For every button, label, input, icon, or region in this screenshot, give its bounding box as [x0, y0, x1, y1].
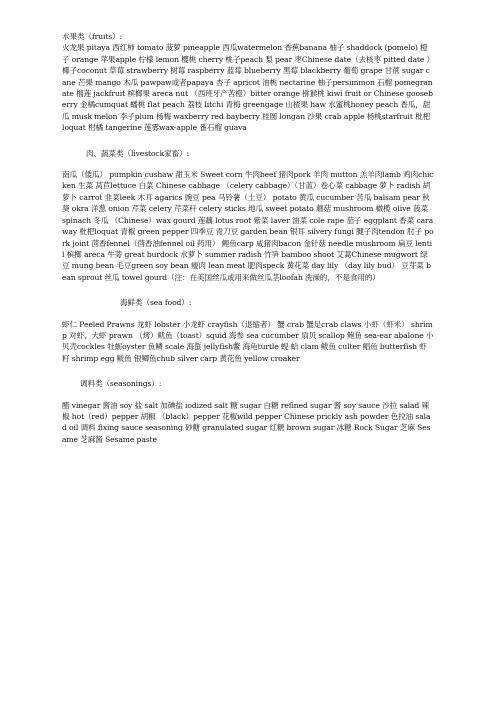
section-body-seafood: 虾仁 Peeled Prawns 龙虾 lobster 小龙虾 crayfish（退缩者） 蟹 crab 蟹足crab claws 小虾（虾米） shrimp 对虾、大虾 prawn （烤）鱿鱼（toast）squid 海参 sea cucumber 扇贝 scallop 鲍鱼 sea-ear abalone 小贝壳cockles 牡蛎oyster 鱼鳞 scale 海蜇 jellyfish鳖 海龟turtle 蚬 蛤 clam 鲅鱼 culter 鲳鱼 butterfish 虾籽 shrimp egg 鲅鱼 银鲫鱼chub silver carp 黄花鱼 yellow croaker	[62, 319, 434, 363]
section-heading-fruits: 水果类（fruits）:	[62, 32, 123, 41]
section-body-seasonings: 醋 vinegar 酱油 soy 盐 salt 加碘盐 iodized salt 糖 sugar 白糖 refined sugar 酱 soy sauce 沙拉 salad 辣椒 hot（red）pepper 胡椒 （black）pepper 花椒wild pepper Chinese prickly ash powder 色拉油 salad oil 调料 fixing sauce seasoning 砂糖 granulated sugar 红糖 brown sugar 冰糖 Rock Sugar 芝麻 Sesame 芝麻酱 Sesame paste	[62, 400, 431, 444]
section-heading-seafood: 海鲜类（sea food）:	[120, 298, 192, 308]
section-body-livestock: 南瓜（倭瓜） pumpkin cushaw 甜玉米 Sweet corn 牛肉beef 猪肉pork 羊肉 mutton 羔羊肉lamb 鸡肉chicken 生菜 莴苣lettuce 白菜 Chinese cabbage （celery cabbage）（甘蓝）卷心菜 cabbage 萝卜 radish 胡萝卜 carrot 韭菜leek 木耳 agarics 豌豆 pea 马铃薯（土豆） potato 黄瓜 cucumber 苦瓜 balsam pear 秋葵 okra 洋葱 onion 芹菜 celery 芹菜秆 celery sticks 地瓜 sweet potato 蘑菇 mushroom 橄榄 olive 菠菜 spinach 冬瓜 （Chinese）wax gourd 莲藕 lotus root 紫菜 laver 油菜 cole rape 茄子 eggplant 香菜 caraway 枇杷loquat 青椒 green pepper 四季豆 青刀豆 garden bean 银耳 silvery fungi 腱子肉tendon 肘子 pork joint 茴香fennel（茴香油fennel oil 药用） 鲤鱼carp 咸猪肉bacon 金针菇 needle mushroom 扁豆 lentil 槟榔 areca 牛蒡 great burdock 水萝卜 summer radish 竹笋 bamboo shoot 艾蒿Chinese mugwort 绿豆 mung bean 毛豆green soy bean 瘦肉 lean meat 肥肉speck 黄花菜 day lily （day lily bud） 豆芽菜 bean sprout 丝瓜 towel gourd（注：在美国丝瓜或用来做丝瓜茎loofah 洗澡的，不是食用的）	[62, 170, 434, 282]
section-heading-seasonings: 调料类（seasonings）:	[80, 379, 162, 389]
section-body-fruits: 火龙果 pitaya 西红柿 tomato 菠萝 pineapple 西瓜watermelon 香蕉banana 柚子 shaddock (pomelo) 橙子 orange 苹果apple 柠檬 lemon 樱桃 cherry 桃子peach 梨 pear 枣Chinese date（去核枣 pitted date ）椰子coconut 草莓 strawberry 树莓 raspberry 蓝莓 blueberry 黑莓 blackberry 葡萄 grape 甘蔗 sugar cane 芒果 mango 木瓜 pawpaw或者papaya 杏子 apricot 油桃 nectarine 柚子persimmon 石榴 pomegranate 榴莲 jackfruit 槟榔果 areca nut （西班牙产苦橙）bitter orange 猕猴桃 kiwi fruit or Chinese gooseberry 金橘cumquat 蟠桃 flat peach 荔枝 litchi 青梅 greengage 山楂果 haw 水蜜桃honey peach 香瓜，甜瓜 musk melon 李子plum 杨梅 waxberry red bayberry 桂圆 longan 沙果 crab apple 杨桃starfruit 枇杷 loquat 柑橘 tangerine 莲雾wax-apple 番石榴 guava	[62, 43, 433, 133]
section-heading-livestock: 肉、蔬菜类（livestock家畜）:	[86, 148, 190, 158]
document-column	[62, 31, 434, 445]
